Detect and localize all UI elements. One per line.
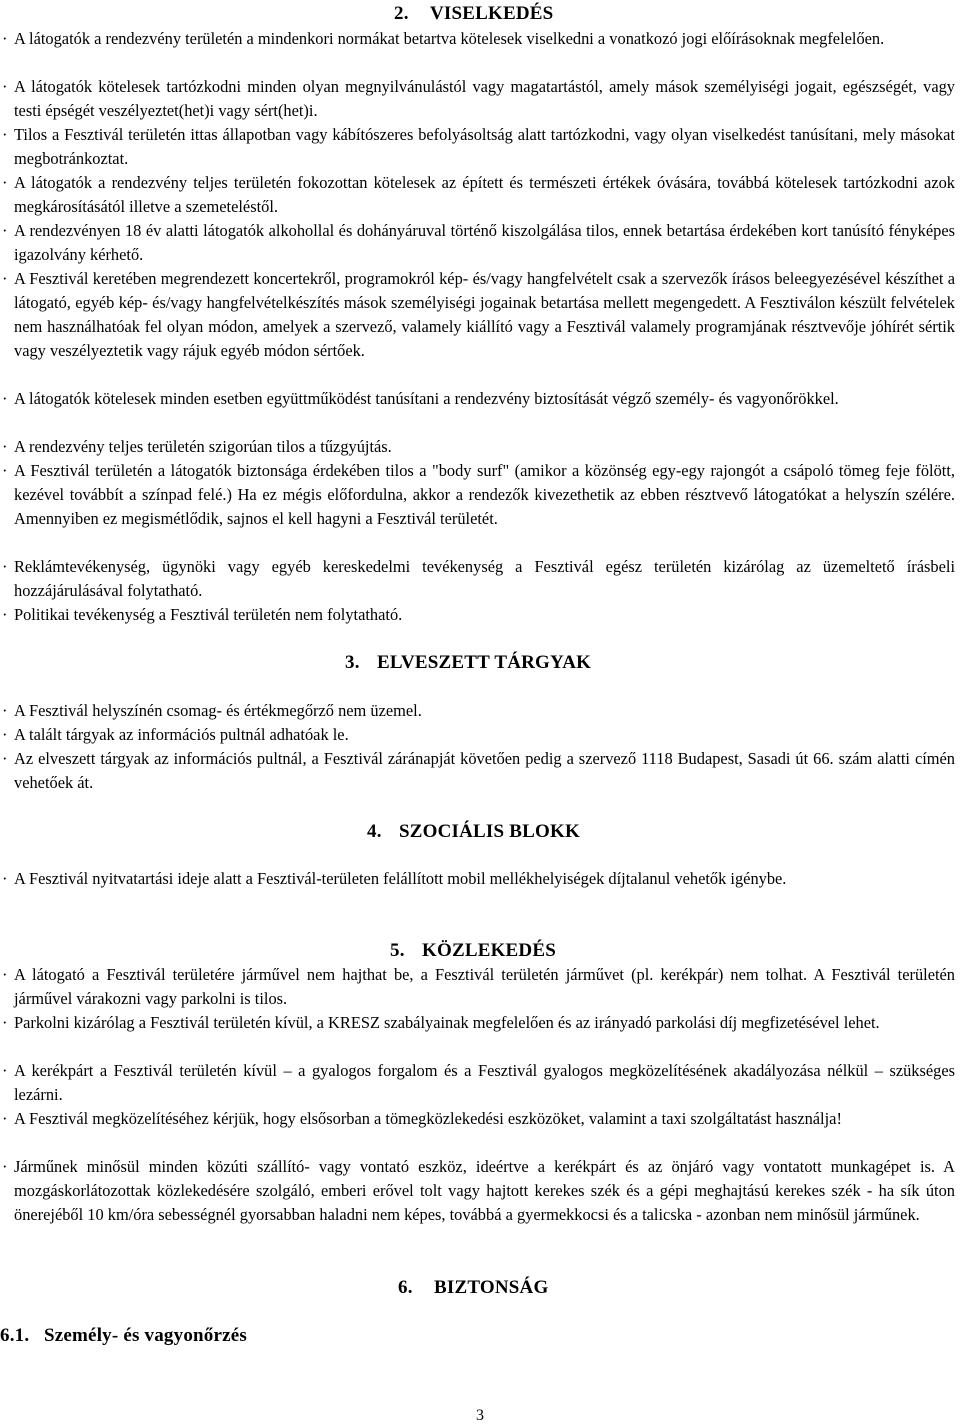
list-item xyxy=(0,171,960,219)
list-item xyxy=(0,75,960,123)
bullet: · xyxy=(2,725,8,744)
bullet: · xyxy=(2,1109,8,1128)
list-item xyxy=(0,699,960,723)
item-text: Politikai tevékenység a Fesztivál területén nem folytatható. xyxy=(14,605,403,624)
item-text: Járműnek minősül minden közúti szállító- vagy vontató eszköz, ideértve a kerékpárt és az önjáró vagy vontatott munkagépet is. A mozgáskorlátozottak közlekedésére szolgáló, emberi erővel tolt vagy hajtott kerekes szék és a gépi meghajtású kerekes szék - ha sík úton önerejéből 10 km/óra sebességnél gyorsabban haladni nem képes, továbbá a gyermekkocsi és a talicska - azonban nem minősül járműnek. xyxy=(14,1157,955,1224)
item-text: A Fesztivál nyitvatartási ideje alatt a Fesztivál-területen felállított mobil mellékhelyiségek díjtalanul vehetők igénybe. xyxy=(14,869,787,888)
item-text: A Fesztivál megközelítéséhez kérjük, hogy elsősorban a tömegközlekedési eszközöket, valamint a taxi szolgáltatást használja! xyxy=(14,1109,842,1128)
bullet: · xyxy=(2,749,8,768)
list-item xyxy=(0,555,960,603)
page-number: 3 xyxy=(476,1407,484,1424)
section-6-number: 6. xyxy=(398,1277,413,1298)
bullet: · xyxy=(2,461,8,480)
item-text: A Fesztivál keretében megrendezett koncertekről, programokról kép- és/vagy hangfelvételt csak a szervezők írásos beleegyezésével készíthet a látogató, egyéb kép- és/vagy hangfelvételkészítés mások személyiségi jogainak betartása mellett megengedett. A Fesztiválon készült felvételek nem használhatóak fel olyan módon, amelyek a szervező, valamely kiállító vagy a Fesztivál valamely programjának résztvevője jóhírét sértik vagy veszélyeztetik vagy rájuk egyéb módon sértőek. xyxy=(14,269,955,360)
section-3-number: 3. xyxy=(345,652,360,673)
section-3-title: ELVESZETT TÁRGYAK xyxy=(377,652,592,673)
list-item xyxy=(0,219,960,267)
item-text: A látogatók a rendezvény területén a mindenkori normákat betartva kötelesek viselkedni a vonatkozó jogi előírásoknak megfelelően. xyxy=(14,29,885,48)
section-2-number: 2. xyxy=(394,3,409,24)
list-item xyxy=(0,435,960,459)
item-text: A kerékpárt a Fesztivál területén kívül – a gyalogos forgalom és a Fesztivál gyalogos megközelítésének akadályozása nélkül – szükséges lezárni. xyxy=(14,1061,955,1104)
subsection-6-1-heading xyxy=(0,1325,247,1347)
section-2-heading xyxy=(394,3,553,25)
bullet: · xyxy=(2,701,8,720)
list-item xyxy=(0,387,960,411)
bullet: · xyxy=(2,965,8,984)
item-text: A Fesztivál területén a látogatók biztonsága érdekében tilos a "body surf" (amikor a közönség egy-egy rajongót a csápoló tömeg feje fölött, kezével továbbít a színpad felé.) Ha ez mégis előfordulna, akkor a rendezők kivezethetik az ebben résztvevő látogatókat a helyszín szélére. Amennyiben ez megismétlődik, sajnos el kell hagyni a Fesztivál területét. xyxy=(14,461,955,528)
bullet: · xyxy=(2,869,8,888)
section-6-heading xyxy=(398,1277,548,1299)
item-text: A rendezvényen 18 év alatti látogatók alkohollal és dohányáruval történő kiszolgálása tilos, ennek betartása érdekében kort tanúsító fényképes igazolvány kérhető. xyxy=(14,221,955,264)
item-text: A rendezvény teljes területén szigorúan tilos a tűzgyújtás. xyxy=(14,437,392,456)
subsection-6-1-number: 6.1. xyxy=(0,1325,30,1346)
section-6-title: BIZTONSÁG xyxy=(434,1277,549,1298)
bullet: · xyxy=(2,173,8,192)
section-3-heading xyxy=(345,652,591,674)
bullet: · xyxy=(2,389,8,408)
bullet: · xyxy=(2,557,8,576)
list-item xyxy=(0,603,960,627)
item-text: Reklámtevékenység, ügynöki vagy egyéb kereskedelmi tevékenység a Fesztivál egész területén kizárólag az üzemeltető írásbeli hozzájárulásával folytatható. xyxy=(14,557,955,600)
list-item xyxy=(0,267,960,363)
bullet: · xyxy=(2,125,8,144)
bullet: · xyxy=(2,1157,8,1176)
item-text: A Fesztivál helyszínén csomag- és értékmegőrző nem üzemel. xyxy=(14,701,422,720)
item-text: A látogatók kötelesek minden esetben együttműködést tanúsítani a rendezvény biztosítását végző személy- és vagyonőrökkel. xyxy=(14,389,839,408)
section-2-title: VISELKEDÉS xyxy=(430,3,554,24)
list-item xyxy=(0,459,960,531)
bullet: · xyxy=(2,221,8,240)
list-item xyxy=(0,1059,960,1107)
item-text: Tilos a Fesztivál területén ittas állapotban vagy kábítószeres befolyásoltság alatt tartózkodni, vagy olyan viselkedést tanúsítani, mely másokat megbotránkoztat. xyxy=(14,125,955,168)
list-item xyxy=(0,27,960,51)
item-text: Parkolni kizárólag a Fesztivál területén kívül, a KRESZ szabályainak megfelelően és az irányadó parkolási díj megfizetésével lehet. xyxy=(14,1013,880,1032)
list-item xyxy=(0,1107,960,1131)
item-text: A talált tárgyak az információs pultnál adhatóak le. xyxy=(14,725,349,744)
bullet: · xyxy=(2,269,8,288)
bullet: · xyxy=(2,605,8,624)
section-5-number: 5. xyxy=(390,940,405,961)
list-item xyxy=(0,1011,960,1035)
list-item xyxy=(0,723,960,747)
bullet: · xyxy=(2,29,8,48)
section-4-title: SZOCIÁLIS BLOKK xyxy=(399,821,580,842)
section-4-number: 4. xyxy=(367,821,382,842)
section-5-heading xyxy=(390,940,556,962)
bullet: · xyxy=(2,1013,8,1032)
bullet: · xyxy=(2,77,8,96)
list-item xyxy=(0,123,960,171)
subsection-6-1-title: Személy- és vagyonőrzés xyxy=(44,1325,247,1346)
item-text: A látogató a Fesztivál területére járművel nem hajthat be, a Fesztivál területén járművet (pl. kerékpár) nem tolhat. A Fesztivál területén járművel várakozni vagy parkolni is tilos. xyxy=(14,965,955,1008)
list-item xyxy=(0,747,960,795)
list-item xyxy=(0,1155,960,1227)
item-text: A látogatók a rendezvény teljes területén fokozottan kötelesek az épített és természeti értékek óvására, továbbá kötelesek tartózkodni azok megkárosításától illetve a szemeteléstől. xyxy=(14,173,955,216)
item-text: Az elveszett tárgyak az információs pultnál, a Fesztivál záránapját követően pedig a szervező 1118 Budapest, Sasadi út 66. szám alatti címén vehetőek át. xyxy=(14,749,955,792)
item-text: A látogatók kötelesek tartózkodni minden olyan megnyilvánulástól vagy magatartástól, amely mások személyiségi jogait, egészségét, vagy testi épségét veszélyeztet(het)i vagy sért(het)i. xyxy=(14,77,955,120)
list-item xyxy=(0,963,960,1011)
section-4-heading xyxy=(367,821,580,843)
bullet: · xyxy=(2,1061,8,1080)
section-5-title: KÖZLEKEDÉS xyxy=(422,940,556,961)
bullet: · xyxy=(2,437,8,456)
list-item xyxy=(0,867,960,891)
